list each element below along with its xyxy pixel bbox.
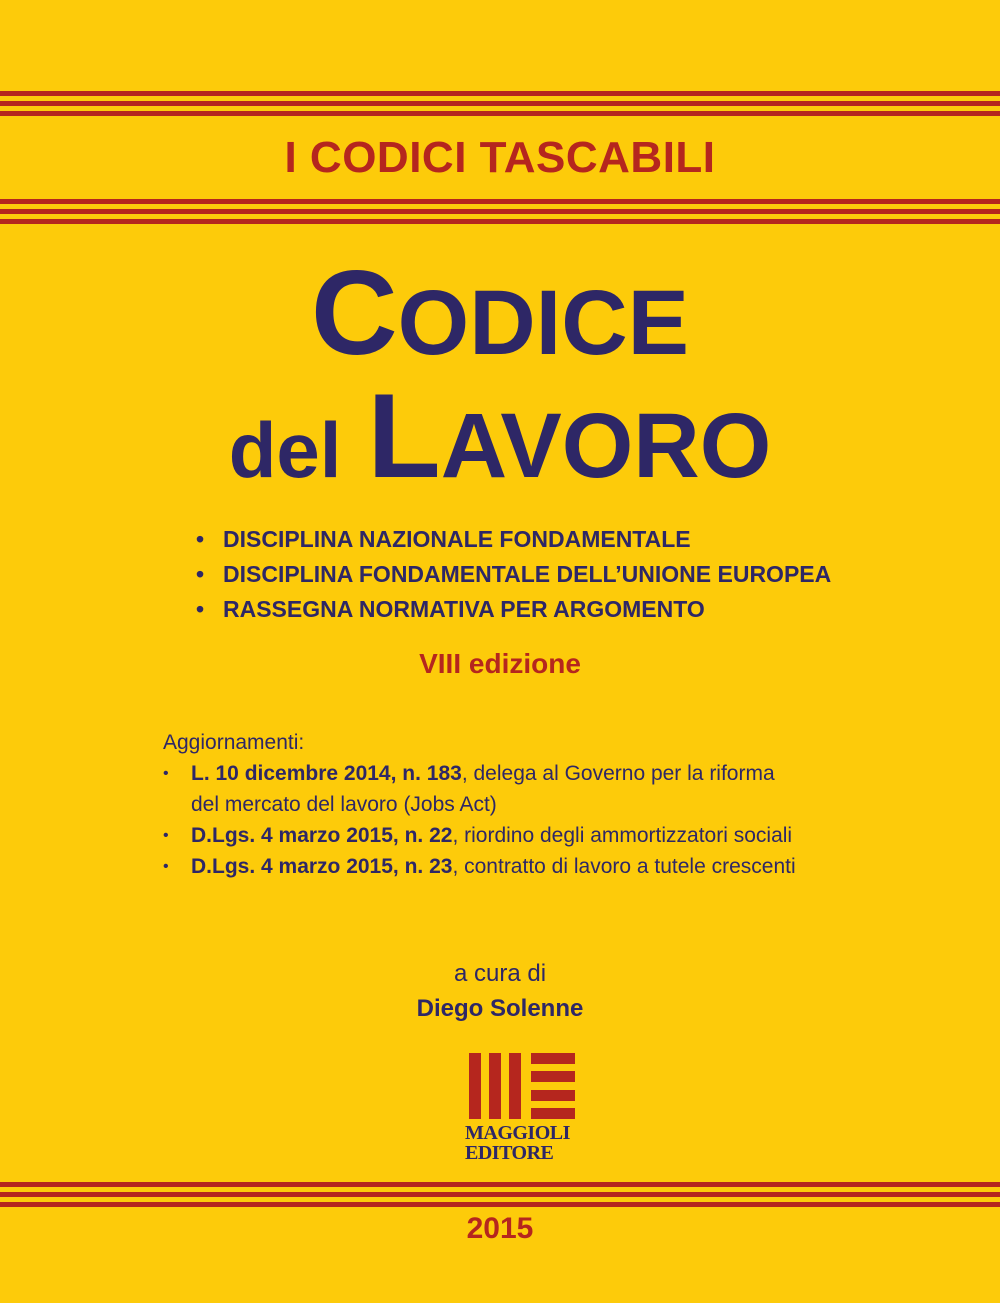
list-item: • DISCIPLINA NAZIONALE FONDAMENTALE: [196, 526, 691, 552]
updates-section: [163, 728, 796, 882]
bottom-stripes: [0, 1182, 1000, 1207]
list-item: • L. 10 dicembre 2014, n. 183, delega al Governo per la riforma del mercato del lavoro (Jobs Act): [163, 762, 775, 816]
book-title-line2: del LAVORO: [228, 369, 772, 503]
list-item: • RASSEGNA NORMATIVA PER ARGOMENTO: [196, 596, 705, 622]
publication-year: 2015: [466, 1212, 534, 1245]
list-item: • D.Lgs. 4 marzo 2015, n. 23, contratto di lavoro a tutele crescenti: [163, 855, 796, 878]
publisher-name: MAGGIOLI EDITORE: [465, 1122, 570, 1164]
curator: [0, 957, 1000, 1027]
curator-label: a cura di: [453, 960, 547, 987]
book-title-line1: CODICE: [310, 246, 690, 380]
topics-list: [196, 522, 831, 627]
publisher-logo: [465, 1053, 585, 1163]
top-stripes: [0, 91, 1000, 116]
series-title: I CODICI TASCABILI: [284, 133, 716, 182]
series-stripes: [0, 199, 1000, 224]
publisher-logo-icon: [469, 1053, 585, 1119]
updates-title: Aggiornamenti:: [163, 731, 305, 754]
edition-label: VIII edizione: [419, 648, 581, 679]
list-item: • D.Lgs. 4 marzo 2015, n. 22, riordino degli ammortizzatori sociali: [163, 824, 793, 847]
curator-name: Diego Solenne: [416, 995, 584, 1022]
list-item: • DISCIPLINA FONDAMENTALE DELL’UNIONE EUROPEA: [196, 561, 832, 587]
